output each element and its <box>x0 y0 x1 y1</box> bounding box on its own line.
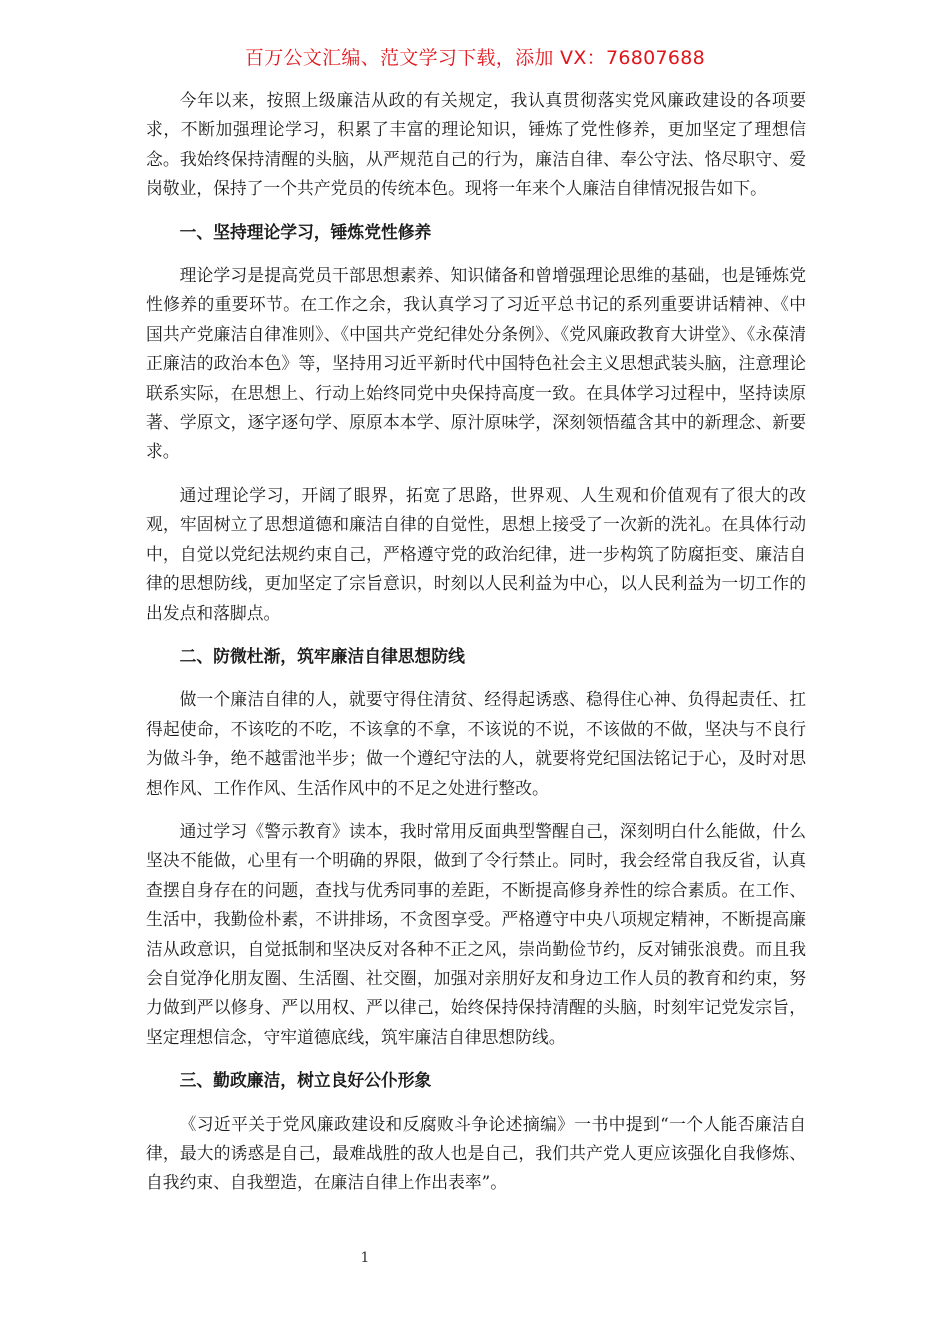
spacer <box>146 628 806 642</box>
section-2-paragraph-1: 做一个廉洁自律的人，就要守得住清贫、经得起诱惑、稳得住心神、负得起责任、扛得起使命，不该吃的不吃，不该拿的不拿，不该说的不说，不该做的不做，坚决与不良行为做斗争，绝不越雷池半步；做一个遵纪守法的人，就要将党纪国法铭记于心，及时对思想作风、工作作风、生活作风中的不足之处进行整改。 <box>146 689 806 798</box>
spacer <box>146 1052 806 1066</box>
page-number: 1 <box>360 1250 370 1266</box>
document-body <box>146 86 806 1198</box>
section-1-paragraph-1: 理论学习是提高党员干部思想素养、知识储备和曾增强理论思维的基础，也是锤炼党性修养的重要环节。在工作之余，我认真学习了习近平总书记的系列重要讲话精神、《中国共产党廉洁自律准则》、《中国共产党纪律处分条例》、《党风廉政教育大讲堂》、《永葆清正廉洁的政治本色》等，坚持用习近平新时代中国特色社会主义思想武装头脑，注意理论联系实际，在思想上、行动上始终同党中央保持高度一致。在具体学习过程中，坚持读原著、学原文，逐字逐句学、原原本本学、原汁原味学，深刻领悟蕴含其中的新理念、新要求。 <box>146 265 806 462</box>
section-heading-3: 三、勤政廉洁，树立良好公仆形象 <box>179 1070 432 1091</box>
section-heading-2: 二、防微杜渐，筑牢廉洁自律思想防线 <box>179 645 465 666</box>
section-2-paragraph-2: 通过学习《警示教育》读本，我时常用反面典型警醒自己，深刻明白什么能做，什么坚决不能做，心里有一个明确的界限，做到了令行禁止。同时，我会经常自我反省，认真查摆自身存在的问题，查找与优秀同事的差距，不断提高修身养性的综合素质。在工作、生活中，我勤俭朴素，不讲排场，不贪图享受。严格遵守中央八项规定精神，不断提高廉洁从政意识，自觉抵制和坚决反对各种不正之风，崇尚勤俭节约，反对铺张浪费。而且我会自觉净化朋友圈、生活圈、社交圈，加强对亲朋好友和身边工作人员的教育和约束，努力做到严以修身、严以用权、严以律己，始终保持保持清醒的头脑，时刻牢记党发宗旨，坚定理想信念，守牢道德底线，筑牢廉洁自律思想防线。 <box>146 820 806 1047</box>
spacer <box>146 803 806 817</box>
spacer <box>146 204 806 218</box>
spacer <box>146 467 806 481</box>
section-1-paragraph-2: 通过理论学习，开阔了眼界，拓宽了思路，世界观、人生观和价值观有了很大的改观，牢固树立了思想道德和廉洁自律的自觉性，思想上接受了一次新的洗礼。在具体行动中，自觉以党纪法规约束自己，严格遵守党的政治纪律，进一步构筑了防腐拒变、廉洁自律的思想防线，更加坚定了宗旨意识，时刻以人民利益为中心，以人民利益为一切工作的出发点和落脚点。 <box>146 484 806 623</box>
watermark-banner: 百万公文汇编、范文学习下载，添加 VX：76807688 <box>244 47 706 69</box>
intro-paragraph: 今年以来，按照上级廉洁从政的有关规定，我认真贯彻落实党风廉政建设的各项要求，不断加强理论学习，积累了丰富的理论知识，锤炼了党性修养，更加坚定了理想信念。我始终保持清醒的头脑，从严规范自己的行为，廉洁自律、奉公守法、恪尽职守、爱岗敬业，保持了一个共产党员的传统本色。现将一年来个人廉洁自律情况报告如下。 <box>146 90 806 199</box>
spacer <box>146 671 806 685</box>
spacer <box>146 247 806 261</box>
section-heading-1: 一、坚持理论学习，锤炼党性修养 <box>179 221 432 242</box>
spacer <box>146 1096 806 1110</box>
section-3-paragraph-1: 《习近平关于党风廉政建设和反腐败斗争论述摘编》一书中提到“一个人能否廉洁自律，最大的诱惑是自己，最难战胜的敌人也是自己，我们共产党人更应该强化自我修炼、自我约束、自我塑造，在廉洁自律上作出表率”。 <box>146 1113 806 1193</box>
